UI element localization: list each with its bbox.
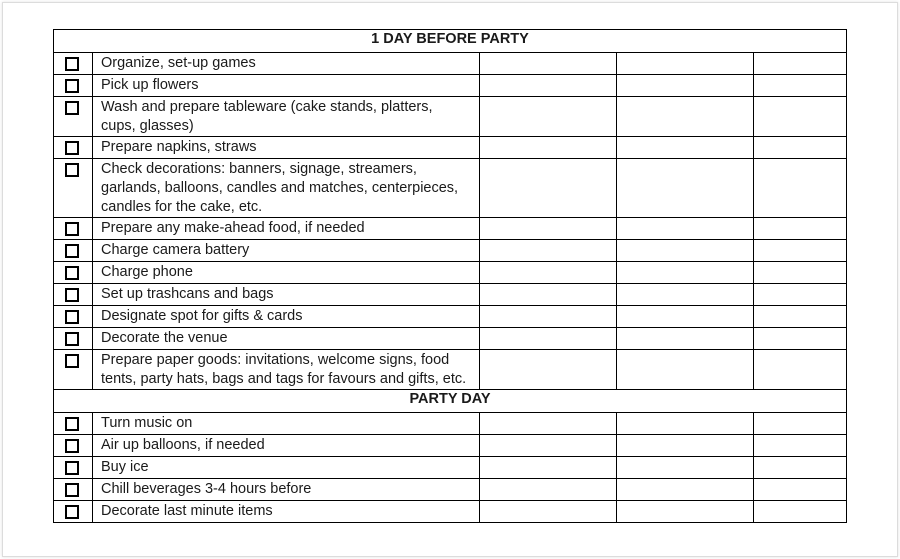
task-label: Buy ice [93, 457, 480, 479]
blank-entry-cell[interactable] [480, 457, 617, 479]
task-label: Organize, set-up games [93, 53, 480, 75]
blank-entry-cell[interactable] [480, 218, 617, 240]
blank-entry-cell[interactable] [617, 328, 754, 350]
task-row [54, 479, 847, 501]
blank-entry-cell[interactable] [617, 350, 754, 390]
task-checkbox[interactable] [65, 310, 79, 324]
task-label: Charge camera battery [93, 240, 480, 262]
task-row [54, 240, 847, 262]
task-row [54, 284, 847, 306]
section-header-row [54, 30, 847, 53]
task-label: Air up balloons, if needed [93, 435, 480, 457]
checkbox-cell [54, 284, 93, 306]
page-bottom-margin [3, 534, 897, 556]
blank-entry-cell[interactable] [480, 75, 617, 97]
checkbox-cell [54, 328, 93, 350]
checkbox-cell [54, 501, 93, 523]
blank-entry-cell[interactable] [480, 501, 617, 523]
blank-entry-cell[interactable] [754, 306, 847, 328]
task-checkbox[interactable] [65, 417, 79, 431]
task-row [54, 350, 847, 390]
blank-entry-cell[interactable] [617, 435, 754, 457]
blank-entry-cell[interactable] [754, 159, 847, 218]
task-checkbox[interactable] [65, 354, 79, 368]
task-label: Charge phone [93, 262, 480, 284]
blank-entry-cell[interactable] [617, 53, 754, 75]
task-row [54, 457, 847, 479]
blank-entry-cell[interactable] [754, 240, 847, 262]
party-checklist-table [53, 29, 847, 523]
blank-entry-cell[interactable] [480, 328, 617, 350]
blank-entry-cell[interactable] [617, 97, 754, 137]
blank-entry-cell[interactable] [754, 413, 847, 435]
blank-entry-cell[interactable] [480, 262, 617, 284]
blank-entry-cell[interactable] [617, 501, 754, 523]
task-checkbox[interactable] [65, 439, 79, 453]
task-row [54, 97, 847, 137]
checkbox-cell [54, 413, 93, 435]
section-title: PARTY DAY [54, 390, 847, 413]
blank-entry-cell[interactable] [617, 306, 754, 328]
task-label: Prepare napkins, straws [93, 137, 480, 159]
task-checkbox[interactable] [65, 483, 79, 497]
blank-entry-cell[interactable] [754, 350, 847, 390]
blank-entry-cell[interactable] [754, 501, 847, 523]
blank-entry-cell[interactable] [617, 284, 754, 306]
checkbox-cell [54, 306, 93, 328]
blank-entry-cell[interactable] [754, 97, 847, 137]
checkbox-cell [54, 457, 93, 479]
task-checkbox[interactable] [65, 163, 79, 177]
blank-entry-cell[interactable] [480, 350, 617, 390]
task-row [54, 306, 847, 328]
task-row [54, 218, 847, 240]
task-label: Chill beverages 3-4 hours before [93, 479, 480, 501]
task-label: Decorate last minute items [93, 501, 480, 523]
blank-entry-cell[interactable] [617, 240, 754, 262]
checkbox-cell [54, 262, 93, 284]
blank-entry-cell[interactable] [617, 479, 754, 501]
checkbox-cell [54, 218, 93, 240]
task-label: Prepare any make-ahead food, if needed [93, 218, 480, 240]
blank-entry-cell[interactable] [617, 218, 754, 240]
blank-entry-cell[interactable] [480, 284, 617, 306]
blank-entry-cell[interactable] [617, 75, 754, 97]
blank-entry-cell[interactable] [754, 284, 847, 306]
task-row [54, 501, 847, 523]
checkbox-cell [54, 137, 93, 159]
task-row [54, 137, 847, 159]
task-row [54, 159, 847, 218]
checkbox-cell [54, 435, 93, 457]
task-label: Wash and prepare tableware (cake stands, platters, cups, glasses) [93, 97, 480, 137]
blank-entry-cell[interactable] [617, 457, 754, 479]
checkbox-cell [54, 350, 93, 390]
blank-entry-cell[interactable] [480, 479, 617, 501]
document-page [2, 2, 898, 557]
blank-entry-cell[interactable] [480, 137, 617, 159]
task-row [54, 413, 847, 435]
blank-entry-cell[interactable] [617, 262, 754, 284]
task-checkbox[interactable] [65, 141, 79, 155]
task-row [54, 328, 847, 350]
blank-entry-cell[interactable] [754, 218, 847, 240]
task-checkbox[interactable] [65, 505, 79, 519]
checkbox-cell [54, 75, 93, 97]
task-row [54, 53, 847, 75]
blank-entry-cell[interactable] [754, 457, 847, 479]
task-label: Prepare paper goods: invitations, welcome signs, food tents, party hats, bags and tags for favours and gifts, etc. [93, 350, 480, 390]
blank-entry-cell[interactable] [480, 306, 617, 328]
checkbox-cell [54, 240, 93, 262]
blank-entry-cell[interactable] [754, 262, 847, 284]
blank-entry-cell[interactable] [480, 413, 617, 435]
blank-entry-cell[interactable] [480, 159, 617, 218]
task-row [54, 262, 847, 284]
task-checkbox[interactable] [65, 266, 79, 280]
task-checkbox[interactable] [65, 461, 79, 475]
task-label: Designate spot for gifts & cards [93, 306, 480, 328]
blank-entry-cell[interactable] [754, 328, 847, 350]
blank-entry-cell[interactable] [754, 137, 847, 159]
task-label: Decorate the venue [93, 328, 480, 350]
blank-entry-cell[interactable] [617, 413, 754, 435]
task-label: Turn music on [93, 413, 480, 435]
task-checkbox[interactable] [65, 222, 79, 236]
section-header-row [54, 390, 847, 413]
blank-entry-cell[interactable] [480, 435, 617, 457]
blank-entry-cell[interactable] [480, 240, 617, 262]
task-checkbox[interactable] [65, 288, 79, 302]
task-label: Check decorations: banners, signage, streamers, garlands, balloons, candles and matches, centerpieces, candles for the cake, etc. [93, 159, 480, 218]
task-checkbox[interactable] [65, 332, 79, 346]
checkbox-cell [54, 479, 93, 501]
blank-entry-cell[interactable] [480, 53, 617, 75]
task-row [54, 75, 847, 97]
task-row [54, 435, 847, 457]
task-checkbox[interactable] [65, 79, 79, 93]
blank-entry-cell[interactable] [480, 97, 617, 137]
blank-entry-cell[interactable] [754, 479, 847, 501]
blank-entry-cell[interactable] [754, 75, 847, 97]
blank-entry-cell[interactable] [617, 159, 754, 218]
blank-entry-cell[interactable] [754, 53, 847, 75]
task-checkbox[interactable] [65, 244, 79, 258]
blank-entry-cell[interactable] [617, 137, 754, 159]
section-title: 1 DAY BEFORE PARTY [54, 30, 847, 53]
checkbox-cell [54, 53, 93, 75]
task-checkbox[interactable] [65, 57, 79, 71]
task-label: Set up trashcans and bags [93, 284, 480, 306]
checkbox-cell [54, 159, 93, 218]
task-checkbox[interactable] [65, 101, 79, 115]
task-label: Pick up flowers [93, 75, 480, 97]
checkbox-cell [54, 97, 93, 137]
blank-entry-cell[interactable] [754, 435, 847, 457]
